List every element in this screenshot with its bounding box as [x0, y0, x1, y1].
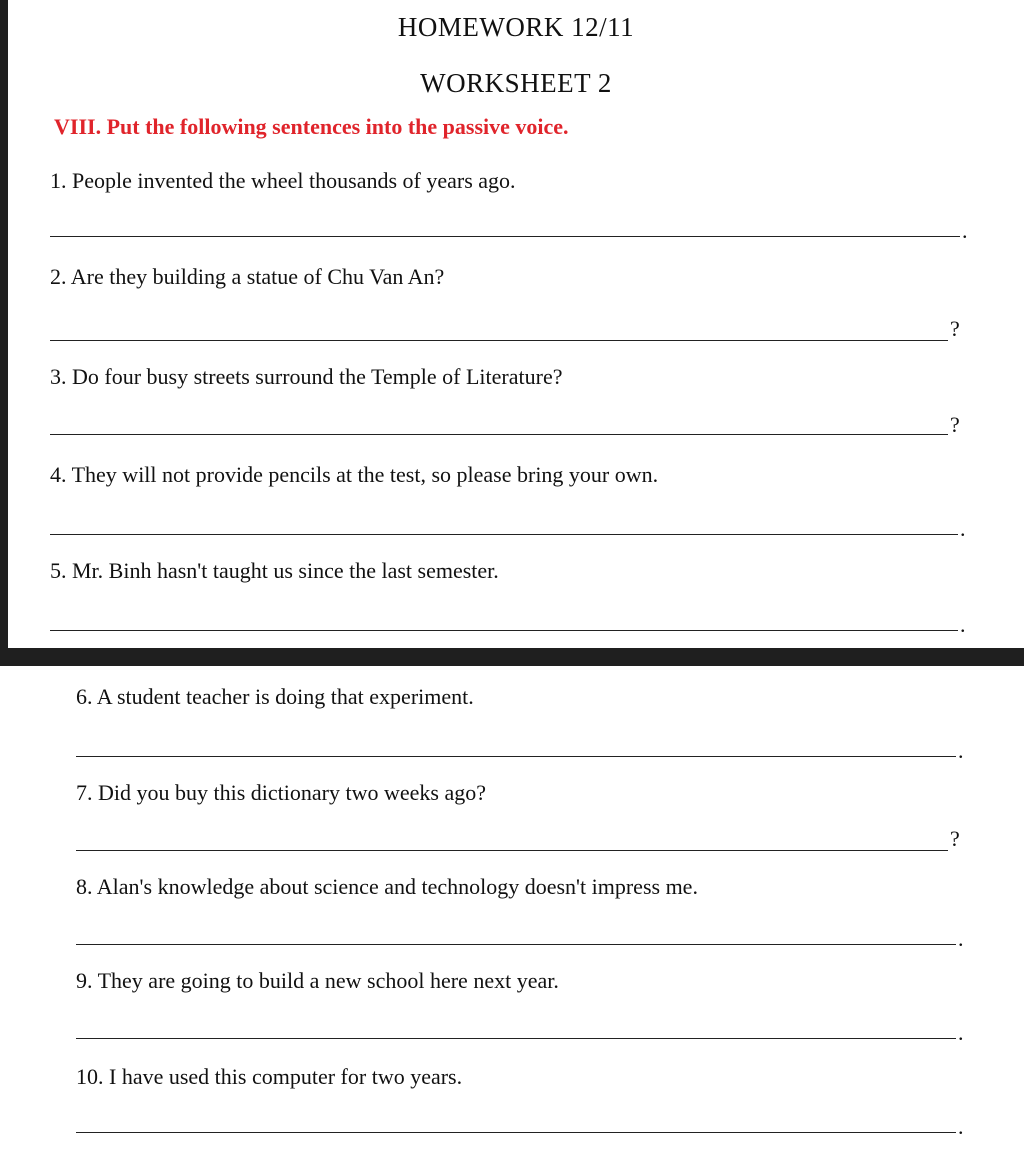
section-instruction: VIII. Put the following sentences into the passive voice. [54, 114, 569, 139]
answer-end-9: . [958, 1020, 964, 1045]
question-7: 7. Did you buy this dictionary two weeks ago? [76, 780, 486, 805]
answer-line-1 [50, 236, 960, 237]
answer-end-2: ? [950, 316, 960, 341]
answer-end-7: ? [950, 826, 960, 851]
answer-line-4 [50, 534, 958, 535]
answer-line-7 [76, 850, 948, 851]
worksheet-page-bottom [0, 666, 1024, 1152]
question-5: 5. Mr. Binh hasn't taught us since the last semester. [50, 558, 499, 583]
answer-end-8: . [958, 926, 964, 951]
question-3: 3. Do four busy streets surround the Temple of Literature? [50, 364, 563, 389]
answer-end-5: . [960, 612, 966, 637]
question-6: 6. A student teacher is doing that experiment. [76, 684, 474, 709]
answer-end-3: ? [950, 412, 960, 437]
answer-end-1: . [962, 218, 968, 243]
question-4: 4. They will not provide pencils at the test, so please bring your own. [50, 462, 659, 487]
question-10: 10. I have used this computer for two years. [76, 1064, 463, 1089]
answer-line-9 [76, 1038, 956, 1039]
answer-end-6: . [958, 738, 964, 763]
answer-line-3 [50, 434, 948, 435]
answer-line-2 [50, 340, 948, 341]
question-2: 2. Are they building a statue of Chu Van An? [50, 264, 445, 289]
answer-end-4: . [960, 516, 966, 541]
question-9: 9. They are going to build a new school here next year. [76, 968, 559, 993]
question-1: 1. People invented the wheel thousands of years ago. [50, 168, 516, 193]
worksheet-page-top [8, 0, 1024, 648]
answer-line-8 [76, 944, 956, 945]
question-8: 8. Alan's knowledge about science and technology doesn't impress me. [76, 874, 698, 899]
homework-title: HOMEWORK 12/11 [397, 12, 635, 42]
worksheet-title: WORKSHEET 2 [420, 68, 612, 98]
answer-line-5 [50, 630, 958, 631]
answer-line-10 [76, 1132, 956, 1133]
answer-line-6 [76, 756, 956, 757]
answer-end-10: . [958, 1114, 964, 1139]
